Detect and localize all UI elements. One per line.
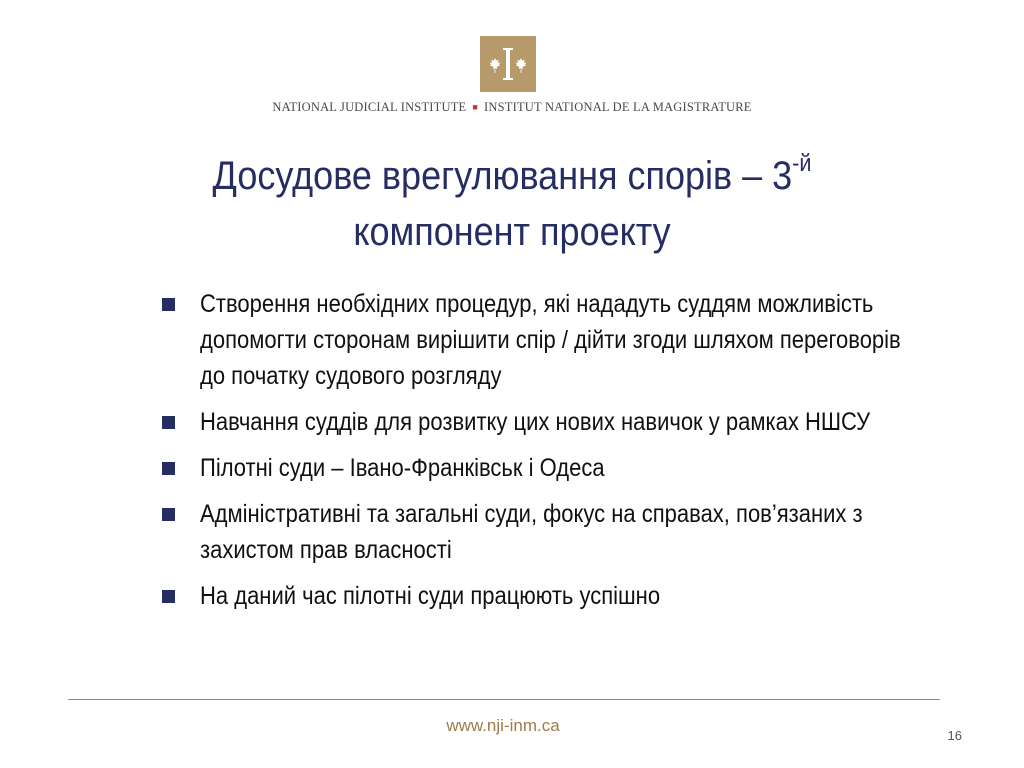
maple-leaf-icon [480,36,536,92]
bullet-square-icon [162,298,175,311]
bullet-text: Навчання суддів для розвитку цих нових навичок у рамках НШСУ [200,408,871,436]
footer-divider [68,699,940,700]
title-line1: Досудове врегулювання спорів – 3 [212,154,793,198]
bullet-item [160,450,920,486]
bullet-square-icon [162,508,175,521]
institute-name-fr: INSTITUT NATIONAL DE LA MAGISTRATURE [484,100,752,114]
bullet-text: На даний час пілотні суди працюють успішно [200,582,661,610]
title-line2: компонент проекту [353,210,671,254]
bullet-text: Створення необхідних процедур, які нададуть суддям можливість допомогти сторонам вирішити спір / дійти згоди шляхом переговорів до початку судового розгляду [200,290,901,390]
bullet-list [160,286,920,624]
bullet-text: Адміністративні та загальні суди, фокус на справах, пов’язаних з захистом прав власності [200,500,863,564]
title-superscript: -й [792,149,812,177]
nji-logo [480,36,536,92]
bullet-text: Пілотні суди – Івано-Франківськ і Одеса [200,454,605,482]
bullet-item [160,496,920,568]
page-number: 16 [947,728,962,743]
slide-title [141,148,883,260]
bullet-square-icon [162,416,175,429]
institute-name [0,100,1024,115]
institute-name-en: NATIONAL JUDICIAL INSTITUTE [272,100,467,114]
bullet-item [160,404,920,440]
institute-separator: ■ [472,102,479,112]
bullet-square-icon [162,590,175,603]
footer-url-link[interactable]: www.nji-inm.ca [446,716,560,735]
bullet-square-icon [162,462,175,475]
bullet-item [160,578,920,614]
bullet-item [160,286,920,394]
